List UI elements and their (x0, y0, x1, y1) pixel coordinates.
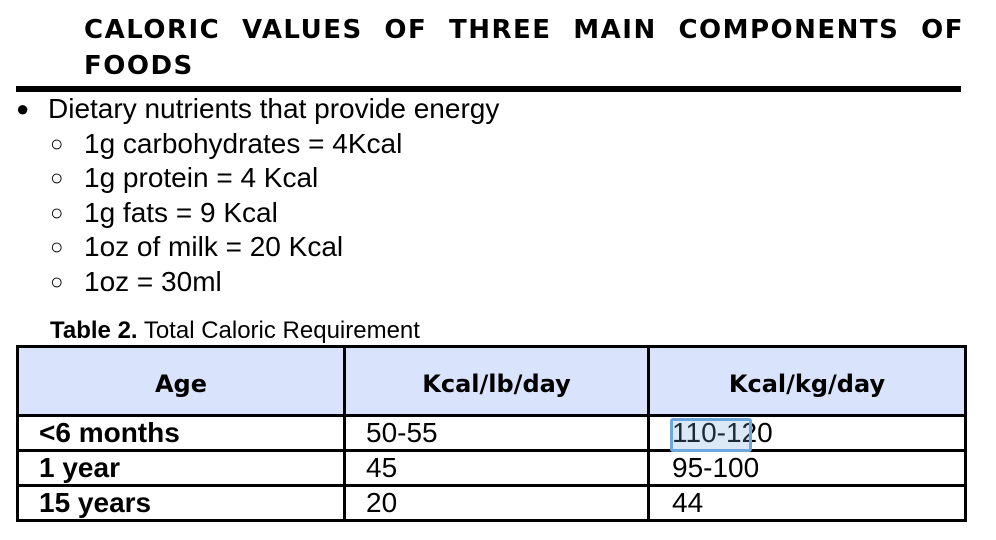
hollow-bullet-icon: ○ (50, 165, 64, 190)
sub-list-item-text: 1g carbohydrates = 4Kcal (84, 127, 403, 159)
sub-list-item-text: 1g protein = 4 Kcal (84, 162, 319, 193)
kcal-kg-value: 110-120 (672, 417, 773, 448)
hollow-bullet-icon: ○ (50, 199, 64, 225)
sub-list-item-text: 1oz = 30ml (84, 265, 222, 297)
table-caption-label: Table 2. (50, 317, 138, 344)
hollow-bullet-icon: ○ (50, 130, 64, 156)
sub-list-item (16, 196, 499, 231)
table-row (18, 486, 966, 521)
hollow-bullet-icon: ○ (50, 234, 64, 259)
kcal-lb-cell[interactable]: 50-55 (345, 416, 649, 451)
column-header-age[interactable]: Age (18, 347, 345, 416)
filled-bullet-icon: ● (16, 96, 30, 121)
kcal-lb-cell[interactable]: 20 (345, 486, 649, 521)
list-item (16, 92, 499, 127)
hollow-bullet-icon: ○ (50, 268, 64, 294)
column-header-kcal-kg-day[interactable]: Kcal/kg/day (649, 347, 966, 416)
sub-list-item (16, 161, 499, 196)
nutrient-list (16, 92, 499, 299)
kcal-kg-cell[interactable]: 95-100 (649, 451, 966, 486)
column-header-kcal-lb-day[interactable]: Kcal/lb/day (345, 347, 649, 416)
caloric-requirement-table (16, 345, 967, 522)
table-row (18, 416, 966, 451)
kcal-kg-cell[interactable] (649, 416, 966, 451)
table-caption (50, 317, 420, 345)
selected-text[interactable] (672, 418, 773, 448)
kcal-lb-cell[interactable]: 45 (345, 451, 649, 486)
table-header-row (18, 347, 966, 416)
sub-list-item-text: 1g fats = 9 Kcal (84, 196, 278, 228)
sub-list-item (16, 265, 499, 300)
sub-list-item (16, 127, 499, 162)
sub-list-item-text: 1oz of milk = 20 Kcal (84, 231, 344, 262)
age-cell[interactable]: 1 year (18, 451, 345, 486)
age-cell[interactable]: <6 months (18, 416, 345, 451)
table-row (18, 451, 966, 486)
section-heading: CALORIC VALUES OF THREE MAIN COMPONENTS OF FOODS (84, 15, 964, 81)
table-caption-text: Total Caloric Requirement (143, 317, 420, 344)
sub-list-item (16, 230, 499, 265)
age-cell[interactable]: 15 years (18, 486, 345, 521)
kcal-kg-cell[interactable]: 44 (649, 486, 966, 521)
list-item-text: Dietary nutrients that provide energy (48, 93, 500, 124)
